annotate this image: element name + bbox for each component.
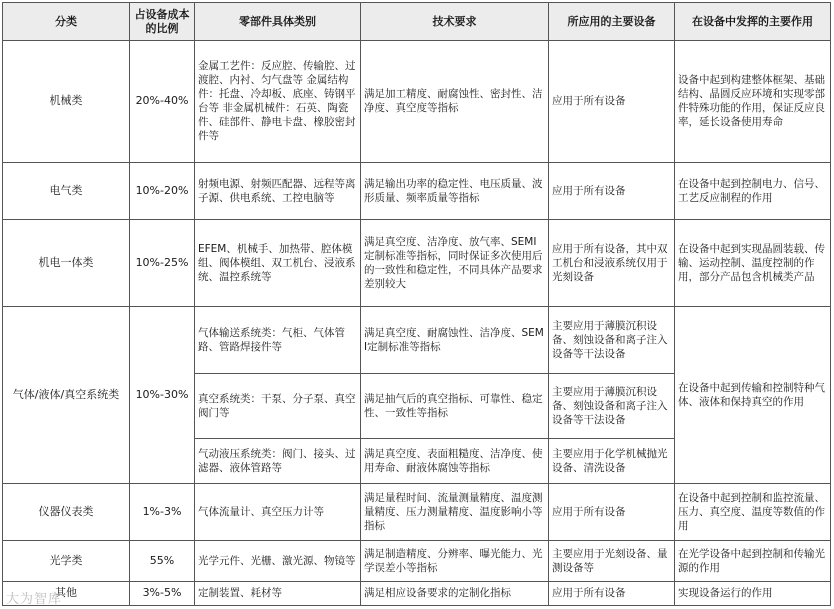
header-category: 分类 bbox=[3, 3, 130, 41]
row-ratio: 10%-30% bbox=[130, 307, 195, 484]
row-category: 气体/液体/真空系统类 bbox=[3, 307, 130, 484]
row-role: 在设备中起到控制和监控流量、压力、真空度、温度等数值的作用 bbox=[675, 484, 831, 541]
row-ratio: 55% bbox=[130, 540, 195, 581]
row-parts: EFEM、机械手、加热带、腔体模组、阀体模组、双工机台、浸液系统、温控系统等 bbox=[195, 219, 361, 306]
row-requirement: 满足加工精度、耐腐蚀性、密封性、洁净度、真空度等指标 bbox=[361, 41, 549, 163]
row-role: 在设备中起到实现晶圆装载、传输、运动控制、温度控制的作用，部分产品包含机械类产品 bbox=[675, 219, 831, 306]
row-parts: 定制装置、耗材等 bbox=[195, 581, 361, 605]
row-category: 仪器仪表类 bbox=[3, 484, 130, 541]
row-parts: 气体输送系统类：气柜、气体管路、管路焊接件等 bbox=[195, 307, 361, 374]
row-category: 光学类 bbox=[3, 540, 130, 581]
row-ratio: 3%-5% bbox=[130, 581, 195, 605]
row-requirement: 满足抽气后的真空指标、可靠性、稳定性、一致性等指标 bbox=[361, 374, 549, 439]
row-requirement: 满足真空度、耐腐蚀性、洁净度、SEMI定制标准等指标 bbox=[361, 307, 549, 374]
row-equipment: 应用于所有设备 bbox=[549, 484, 675, 541]
row-requirement: 满足真空度、洁净度、放气率、SEMI定制标准等指标，同时保证多次使用后的一致性和稳定性，不同具体产品要求差别较大 bbox=[361, 219, 549, 306]
row-parts: 真空系统类：干泵、分子泵、真空阀门等 bbox=[195, 374, 361, 439]
table-row bbox=[3, 162, 831, 219]
row-category: 其他 bbox=[3, 581, 130, 605]
row-role: 在设备中起到控制电力、信号、工艺反应制程的作用 bbox=[675, 162, 831, 219]
row-parts: 气动液压系统类：阀门、接头、过滤器、液体管路等 bbox=[195, 439, 361, 484]
header-row bbox=[3, 3, 831, 41]
table-row bbox=[3, 41, 831, 163]
row-requirement: 满足真空度、表面粗糙度、洁净度、使用寿命、耐液体腐蚀等指标 bbox=[361, 439, 549, 484]
header-role: 在设备中发挥的主要作用 bbox=[675, 3, 831, 41]
row-equipment: 应用于所有设备 bbox=[549, 162, 675, 219]
row-equipment: 应用于所有设备 bbox=[549, 41, 675, 163]
row-parts: 光学元件、光栅、激光源、物镜等 bbox=[195, 540, 361, 581]
row-ratio: 10%-25% bbox=[130, 219, 195, 306]
row-ratio: 20%-40% bbox=[130, 41, 195, 163]
row-category: 电气类 bbox=[3, 162, 130, 219]
table-row bbox=[3, 540, 831, 581]
parts-table bbox=[2, 2, 831, 606]
row-role: 在设备中起到传输和控制特种气体、液体和保持真空的作用 bbox=[675, 307, 831, 484]
row-equipment: 主要应用于化学机械抛光设备、清洗设备 bbox=[549, 439, 675, 484]
row-requirement: 满足制造精度、分辨率、曝光能力、光学误差小等指标 bbox=[361, 540, 549, 581]
row-category: 机电一体类 bbox=[3, 219, 130, 306]
row-equipment: 主要应用于薄膜沉积设备、刻蚀设备和离子注入设备等干法设备 bbox=[549, 307, 675, 374]
table-row bbox=[3, 484, 831, 541]
row-role: 实现设备运行的作用 bbox=[675, 581, 831, 605]
row-ratio: 1%-3% bbox=[130, 484, 195, 541]
header-ratio: 占设备成本的比例 bbox=[130, 3, 195, 41]
header-requirement: 技术要求 bbox=[361, 3, 549, 41]
header-parts: 零部件具体类别 bbox=[195, 3, 361, 41]
watermark: 大为智库 bbox=[6, 592, 63, 607]
table-row bbox=[3, 219, 831, 306]
row-requirement: 满足量程时间、流量测量精度、温度测量精度、压力测量精度、温度影响小等指标 bbox=[361, 484, 549, 541]
header-equipment: 所应用的主要设备 bbox=[549, 3, 675, 41]
row-role: 设备中起到构建整体框架、基础结构、晶圆反应环境和实现零部件特殊功能的作用，保证反应良率，延长设备使用寿命 bbox=[675, 41, 831, 163]
table-row bbox=[3, 581, 831, 605]
row-requirement: 满足输出功率的稳定性、电压质量、波形质量、频率质量等指标 bbox=[361, 162, 549, 219]
row-equipment: 应用于所有设备 bbox=[549, 581, 675, 605]
row-equipment: 主要应用于光刻设备、量测设备等 bbox=[549, 540, 675, 581]
row-parts: 金属工艺件：反应腔、传输腔、过渡腔、内衬、匀气盘等 金属结构件：托盘、冷却板、底座、铸钢平台等 非金属机械件：石英、陶瓷件、硅部件、静电卡盘、橡胶密封件等 bbox=[195, 41, 361, 163]
row-parts: 气体流量计、真空压力计等 bbox=[195, 484, 361, 541]
row-ratio: 10%-20% bbox=[130, 162, 195, 219]
row-role: 在光学设备中起到控制和传输光源的作用 bbox=[675, 540, 831, 581]
row-parts: 射频电源、射频匹配器、远程等离子源、供电系统、工控电脑等 bbox=[195, 162, 361, 219]
row-category: 机械类 bbox=[3, 41, 130, 163]
table-row bbox=[3, 307, 831, 374]
row-equipment: 应用于所有设备，其中双工机台和浸液系统仅用于光刻设备 bbox=[549, 219, 675, 306]
row-equipment: 主要应用于薄膜沉积设备、刻蚀设备和离子注入设备等干法设备 bbox=[549, 374, 675, 439]
row-requirement: 满足相应设备要求的定制化指标 bbox=[361, 581, 549, 605]
